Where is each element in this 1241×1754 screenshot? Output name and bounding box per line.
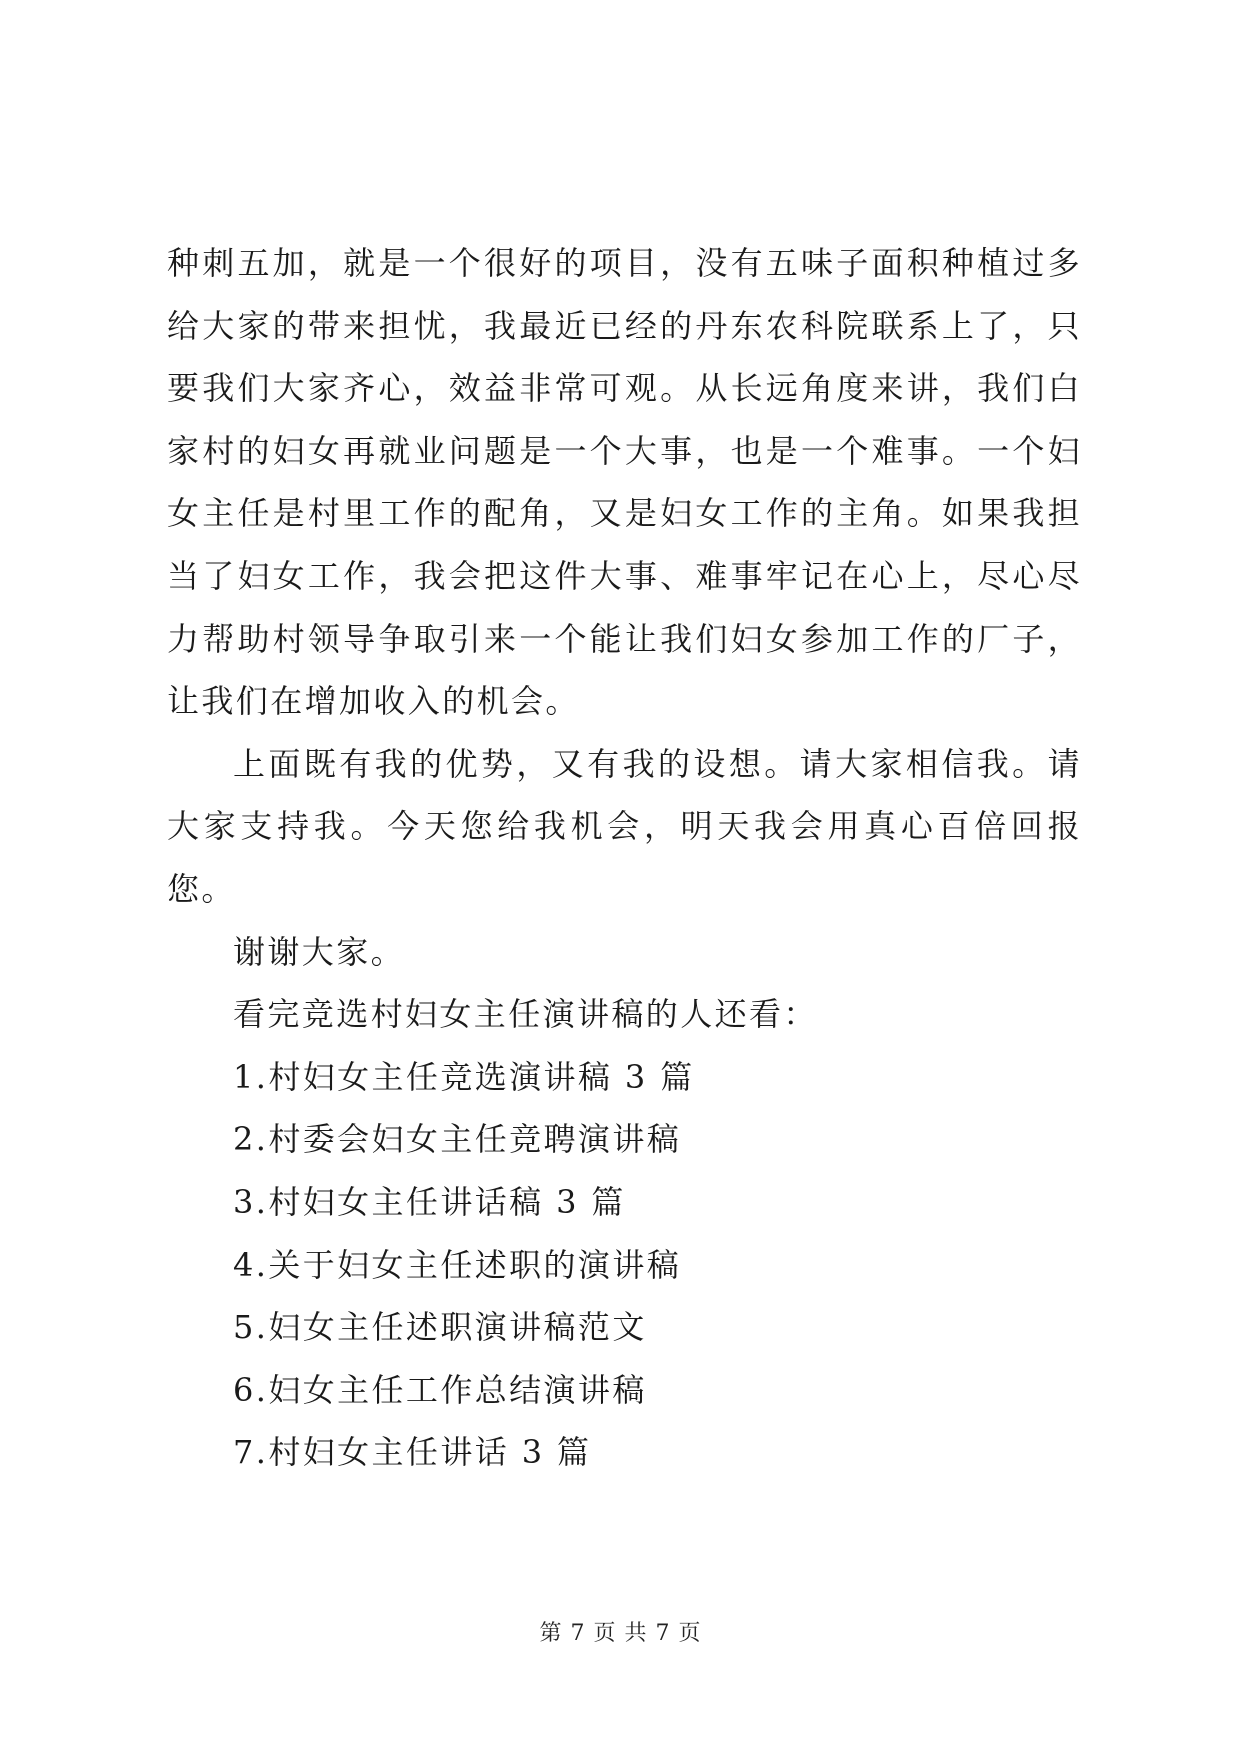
related-list-item: 7.村妇女主任讲话 3 篇 xyxy=(233,1433,592,1472)
related-list-item: 3.村妇女主任讲话稿 3 篇 xyxy=(233,1182,626,1221)
related-list xyxy=(167,1046,1082,1484)
related-list-item: 5.妇女主任述职演讲稿范文 xyxy=(233,1308,647,1347)
paragraph-closing-pledge: 上面既有我的优势，又有我的设想。请大家相信我。请大家支持我。今天您给我机会，明天我会用真心百倍回报您。 xyxy=(167,744,1082,908)
page-number-footer: 第 7 页 共 7 页 xyxy=(539,1621,702,1646)
related-heading: 看完竞选村妇女主任演讲稿的人还看： xyxy=(233,995,818,1034)
related-list-item: 6.妇女主任工作总结演讲稿 xyxy=(233,1370,647,1409)
related-list-item: 1.村妇女主任竞选演讲稿 3 篇 xyxy=(233,1057,695,1096)
paragraph-thanks: 谢谢大家。 xyxy=(233,932,406,971)
related-list-item: 2.村委会妇女主任竞聘演讲稿 xyxy=(233,1120,682,1159)
paragraph-continuation: 种刺五加，就是一个很好的项目，没有五味子面积种植过多给大家的带来担忧，我最近已经的丹东农科院联系上了，只要我们大家齐心，效益非常可观。从长远角度来讲，我们白家村的妇女再就业问题是一个大事，也是一个难事。一个妇女主任是村里工作的配角，又是妇女工作的主角。如果我担当了妇女工作，我会把这件大事、难事牢记在心上，尽心尽力帮助村领导争取引来一个能让我们妇女参加工作的厂子，让我们在增加收入的机会。 xyxy=(167,244,1082,721)
document-body xyxy=(167,232,1082,1484)
related-list-item: 4.关于妇女主任述职的演讲稿 xyxy=(233,1245,682,1284)
